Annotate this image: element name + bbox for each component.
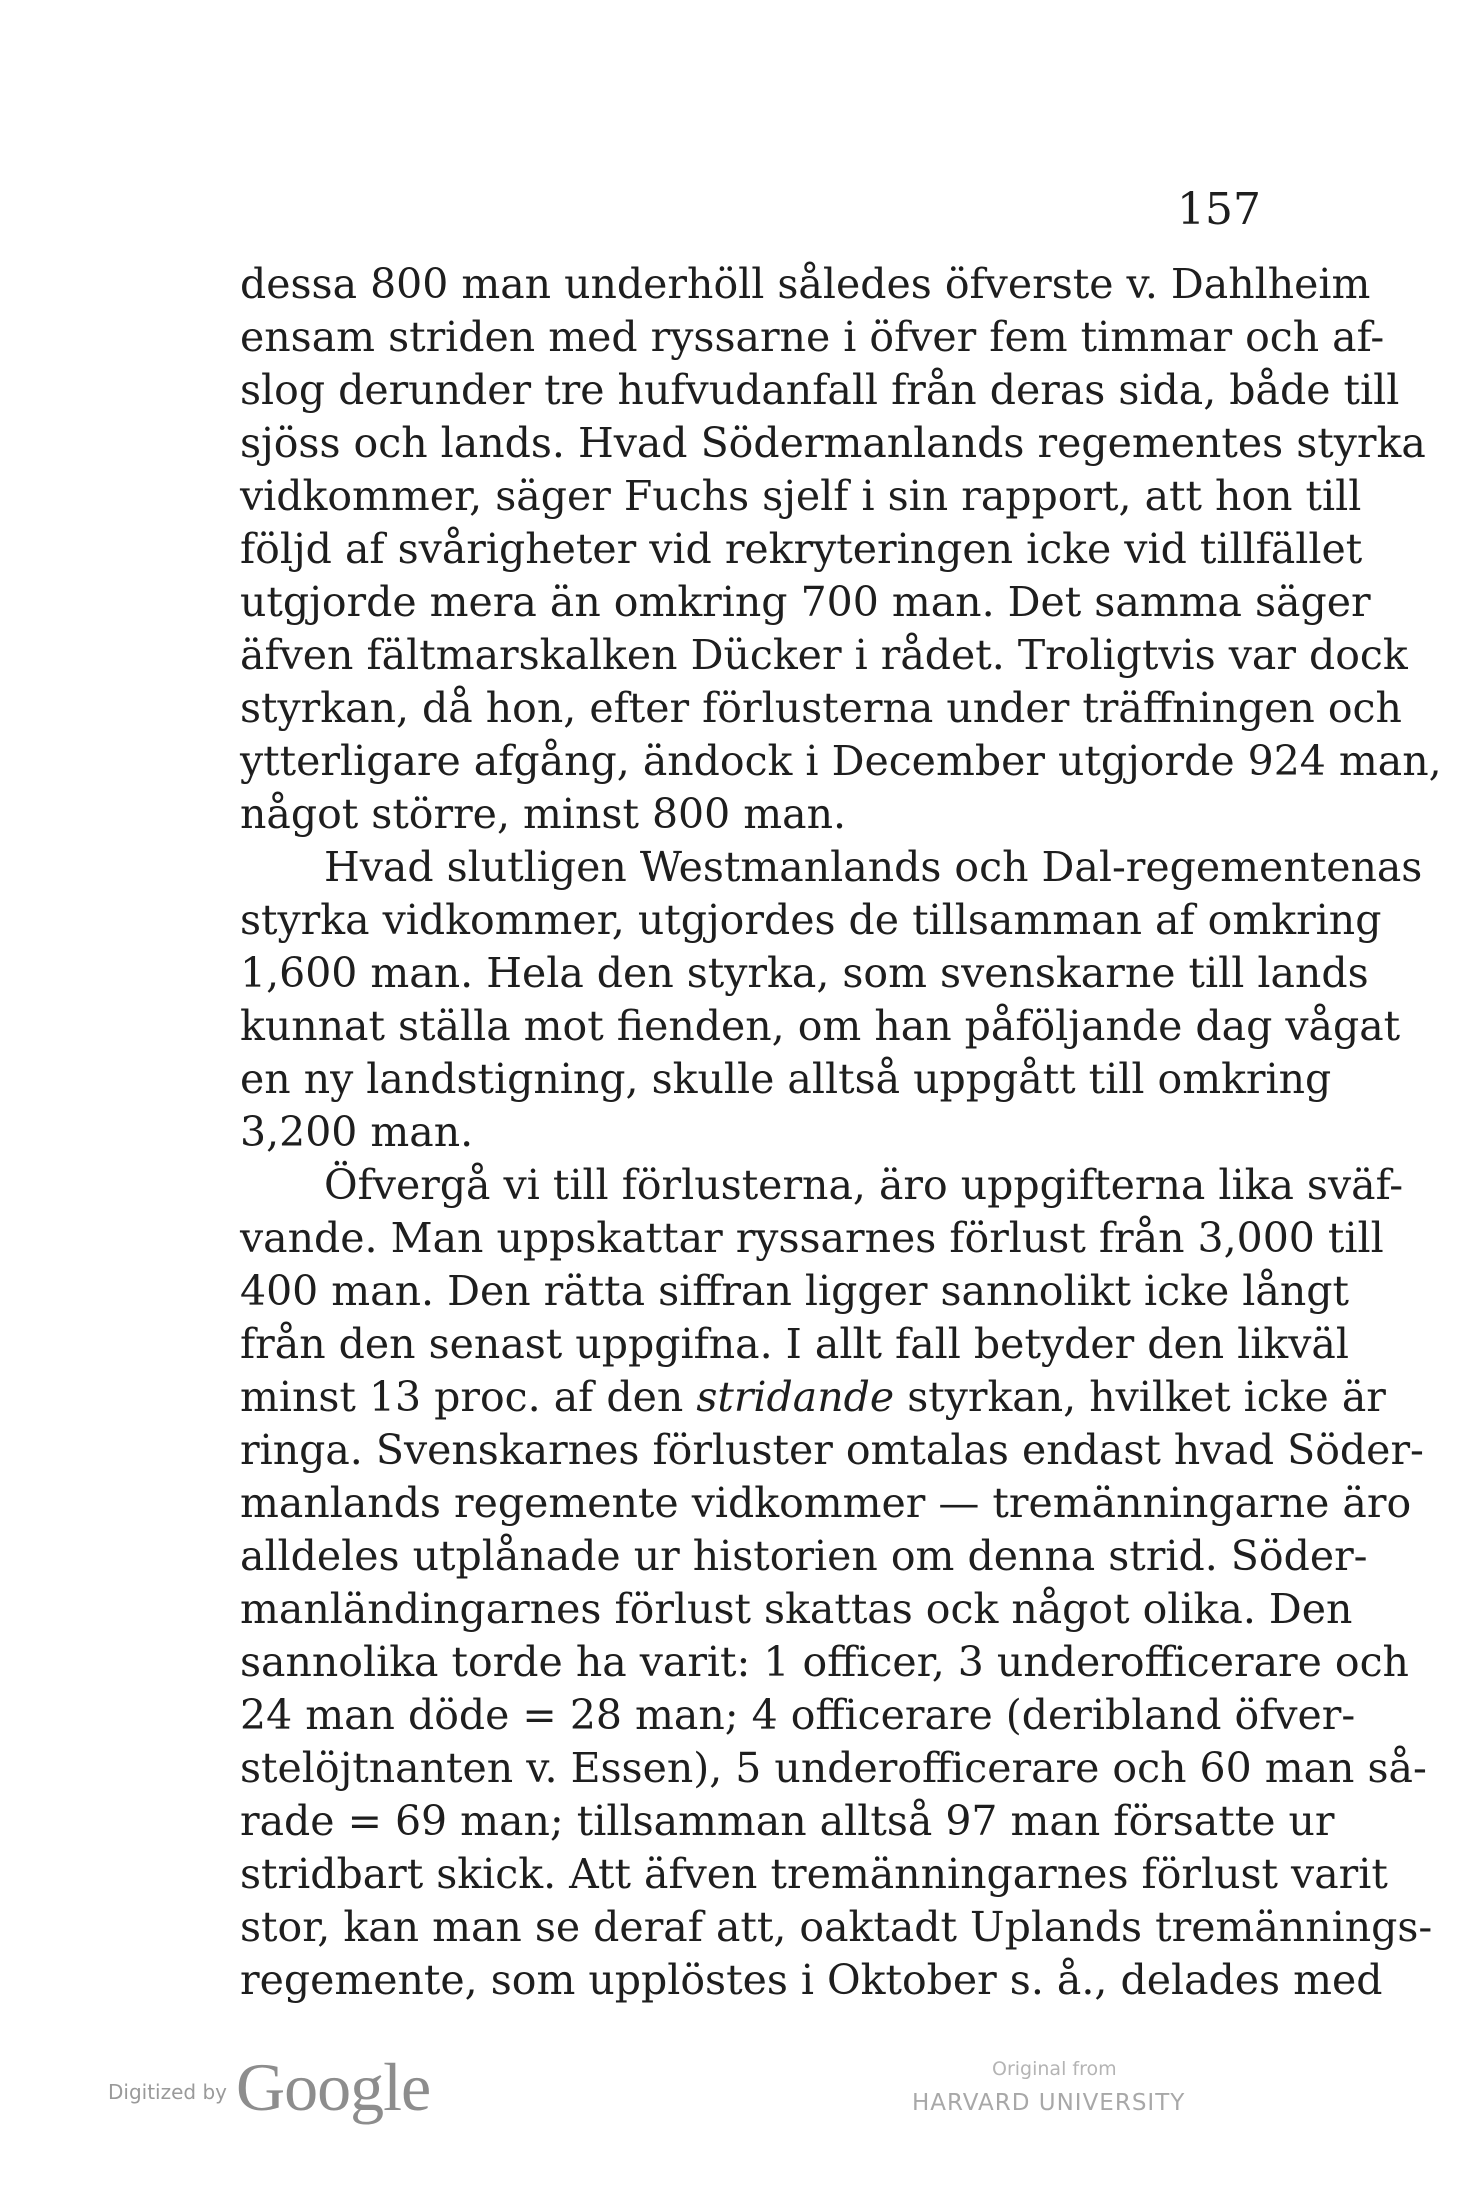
text-line: 400 man. Den rätta siffran ligger sannolikt icke långt [240,1267,1349,1315]
text-line: Öfvergå vi till förlusterna, äro uppgifterna lika sväf- [324,1161,1404,1209]
page-number: 157 [1177,184,1261,235]
text-line: sannolika torde ha varit: 1 officer, 3 underofficerare och [240,1638,1409,1686]
text-line: vidkommer, säger Fuchs sjelf i sin rapport, att hon till [240,472,1362,520]
digitized-by-label: Digitized by [108,2080,227,2104]
text-line: från den senast uppgifna. I allt fall betyder den likväl [240,1320,1349,1368]
text-line: ringa. Svenskarnes förluster omtalas endast hvad Söder- [240,1426,1424,1474]
text-line: stelöjtnanten v. Essen), 5 underofficerare och 60 man så- [240,1744,1427,1792]
text-line: Hvad slutligen Westmanlands och Dal-regementenas [324,843,1423,891]
text-line: manlands regemente vidkommer — tremänningarne äro [240,1479,1412,1527]
text-line: styrka vidkommer, utgjordes de tillsamman af omkring [240,896,1382,944]
text-line: stridbart skick. Att äfven tremänningarnes förlust varit [240,1850,1388,1898]
body-text [240,258,1442,2007]
text-line: stor, kan man se deraf att, oaktadt Uplands tremännings- [240,1903,1433,1951]
text-line: minst 13 proc. af den stridande styrkan, hvilket icke är [240,1373,1386,1421]
text-line: äfven fältmarskalken Dücker i rådet. Troligtvis var dock [240,631,1408,679]
text-line: manländingarnes förlust skattas ock något olika. Den [240,1585,1353,1633]
text-line: 24 man döde = 28 man; 4 officerare (deribland öfver- [240,1691,1356,1739]
google-logo: Google [236,2049,431,2125]
text-line: kunnat ställa mot fienden, om han påföljande dag vågat [240,1002,1401,1050]
text-line: styrkan, då hon, efter förlusterna under träffningen och [240,684,1402,732]
text-line: sjöss och lands. Hvad Södermanlands regementes styrka [240,419,1426,467]
text-line: följd af svårigheter vid rekryteringen icke vid tillfället [240,525,1363,573]
text-line: 1,600 man. Hela den styrka, som svenskarne till lands [240,949,1369,997]
text-line: ytterligare afgång, ändock i December utgjorde 924 man, [240,737,1442,785]
text-line: en ny landstigning, skulle alltså uppgått till omkring [240,1055,1332,1103]
text-line: regemente, som upplöstes i Oktober s. å., delades med [240,1956,1383,2004]
text-line: slog derunder tre hufvudanfall från deras sida, både till [240,366,1400,414]
text-line: vande. Man uppskattar ryssarnes förlust från 3,000 till [240,1214,1384,1262]
text-line: alldeles utplånade ur historien om denna strid. Söder- [240,1532,1368,1580]
original-from-label: Original from [992,2058,1117,2080]
text-line: 3,200 man. [240,1108,474,1156]
text-line: något större, minst 800 man. [240,790,847,838]
emphasized-word: stridande [696,1373,895,1421]
text-line: ensam striden med ryssarne i öfver fem timmar och af- [240,313,1385,361]
text-line: rade = 69 man; tillsamman alltså 97 man försatte ur [240,1797,1335,1845]
text-line: dessa 800 man underhöll således öfverste v. Dahlheim [240,260,1371,308]
institution-label: HARVARD UNIVERSITY [912,2090,1186,2116]
footer-watermark [0,2040,1467,2140]
text-line: utgjorde mera än omkring 700 man. Det samma säger [240,578,1371,626]
